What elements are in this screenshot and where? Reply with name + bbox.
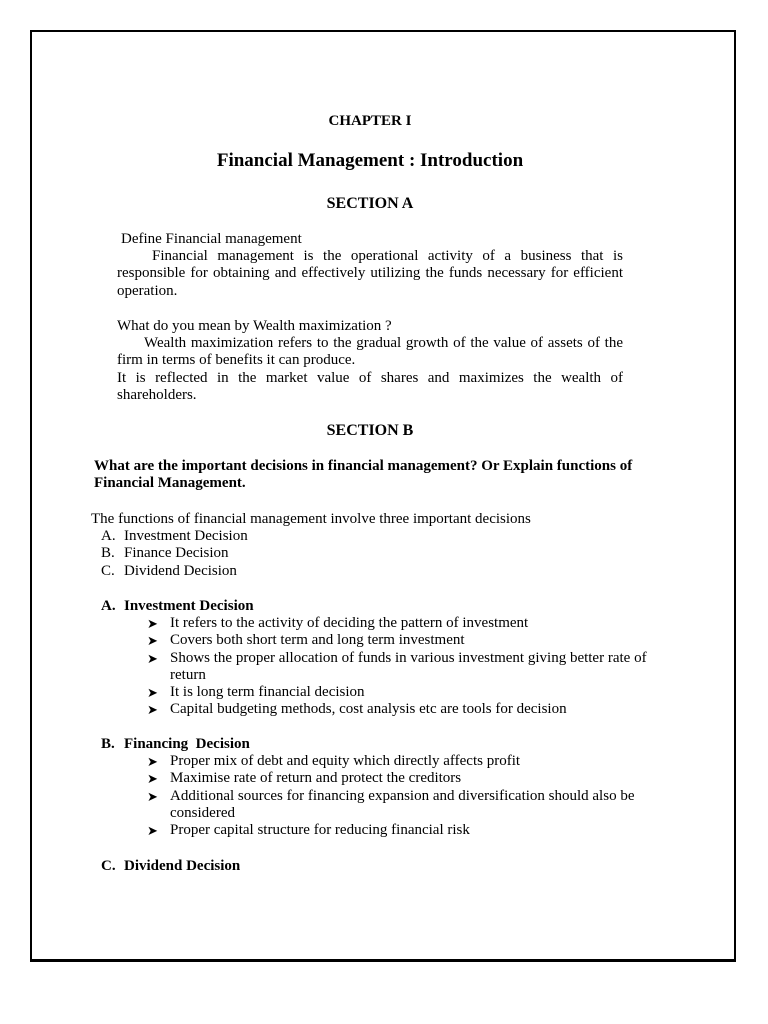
dividend-decision-title: Dividend Decision	[124, 858, 241, 874]
answer-wealth-max-text-2: It is reflected in the market value of shares and maximizes the wealth of shareholders.	[117, 369, 623, 404]
list-item-text: Investment Decision	[124, 528, 248, 544]
section-b-question: What are the important decisions in financial management? Or Explain functions of Financial Management.	[94, 458, 633, 492]
answer-define-fm	[117, 248, 623, 300]
financing-bullet-text: Proper capital structure for reducing financial risk	[170, 822, 470, 838]
list-item-label: B.	[101, 545, 115, 561]
list-item-label: A.	[101, 528, 116, 544]
question-define-fm: Define Financial management	[121, 231, 302, 247]
list-item-text: Finance Decision	[124, 545, 229, 561]
investment-bullet-text: Shows the proper allocation of funds in various investment giving better rate of return	[170, 650, 647, 684]
answer-wealth-max	[117, 335, 623, 405]
financing-bullet-text: Additional sources for financing expansion and diversification should also be considered	[170, 788, 635, 822]
investment-bullet-text: Capital budgeting methods, cost analysis etc are tools for decision	[170, 701, 567, 717]
dividend-decision-label: C.	[101, 858, 116, 874]
arrow-bullet-icon: ➤	[147, 633, 158, 648]
question-wealth-max: What do you mean by Wealth maximization ?	[117, 318, 392, 334]
list-item-text: Dividend Decision	[124, 563, 237, 579]
section-b-heading: SECTION B	[326, 422, 414, 439]
arrow-bullet-icon: ➤	[147, 771, 158, 786]
investment-bullet-text: It refers to the activity of deciding the pattern of investment	[170, 615, 529, 631]
financing-bullet-text: Maximise rate of return and protect the creditors	[170, 770, 462, 786]
arrow-bullet-icon: ➤	[147, 685, 158, 700]
arrow-bullet-icon: ➤	[147, 651, 158, 666]
arrow-bullet-icon: ➤	[147, 789, 158, 804]
page-title: Financial Management : Introduction	[216, 150, 524, 171]
financing-decision-label: B.	[101, 736, 115, 752]
answer-define-fm-text: Financial management is the operational activity of a business that is responsible for obtaining and effectively utilizing the funds necessary for efficient operation.	[117, 248, 623, 299]
list-item-label: C.	[101, 563, 115, 579]
financing-bullet-text: Proper mix of debt and equity which directly affects profit	[170, 753, 521, 769]
functions-intro: The functions of financial management involve three important decisions	[91, 511, 531, 527]
investment-bullet-text: It is long term financial decision	[170, 684, 365, 700]
arrow-bullet-icon: ➤	[147, 616, 158, 631]
investment-decision-label: A.	[101, 598, 116, 614]
arrow-bullet-icon: ➤	[147, 702, 158, 717]
investment-bullet-text: Covers both short term and long term investment	[170, 632, 465, 648]
arrow-bullet-icon: ➤	[147, 823, 158, 838]
financing-decision-title: Financing Decision	[124, 736, 250, 752]
chapter-label: CHAPTER I	[328, 113, 412, 129]
arrow-bullet-icon: ➤	[147, 754, 158, 769]
section-a-heading: SECTION A	[326, 195, 414, 212]
investment-decision-title: Investment Decision	[124, 598, 254, 614]
answer-wealth-max-text: Wealth maximization refers to the gradual growth of the value of assets of the firm in terms of benefits it can produce.	[117, 335, 623, 369]
